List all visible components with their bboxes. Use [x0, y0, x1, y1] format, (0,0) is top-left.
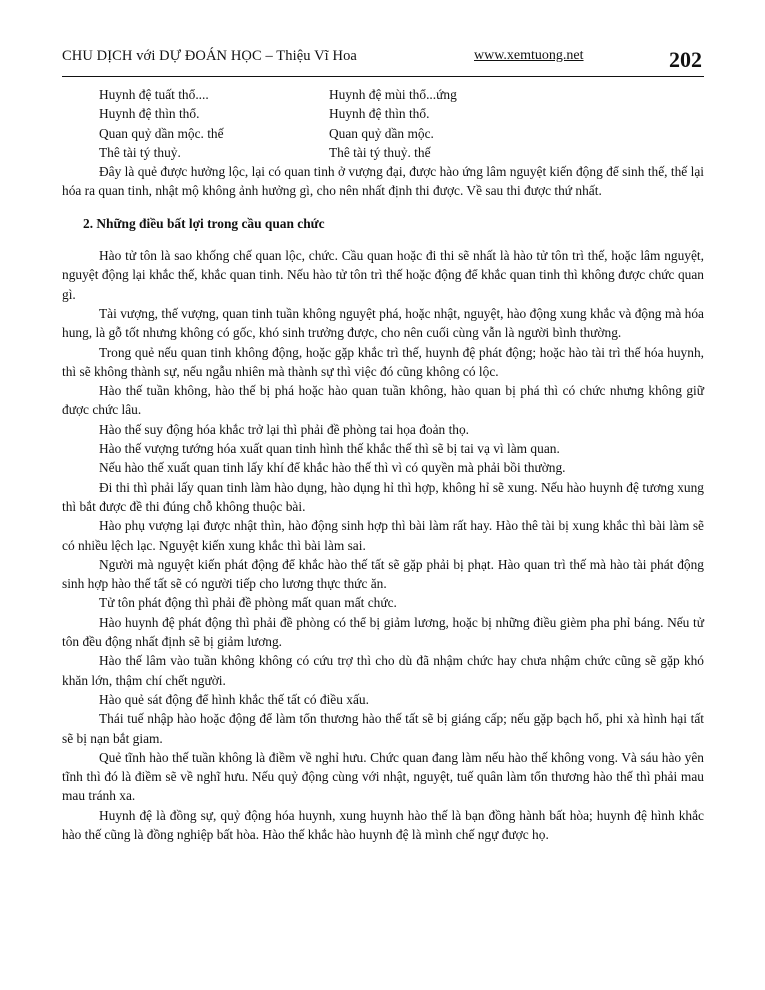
hexagram-row [62, 124, 704, 143]
hexagram-line-left: Huynh đệ thìn thổ. [99, 106, 200, 122]
paragraph: Tài vượng, thế vượng, quan tinh tuần không nguyệt phá, hoặc nhật, nguyệt, hào động xung khắc và động mà hóa hung, là gỗ tốt nhưng không có gốc, khó sinh trưởng được, cho nên cuối cùng vẫn là người bình thường. [62, 305, 704, 341]
paragraph: Đi thi thì phải lấy quan tinh làm hào dụng, hào dụng hỉ thì hợp, không hỉ sẽ xung. Nếu hào huynh đệ tương xung thì bắt được đề thi đúng chỗ không thuộc bài. [62, 479, 704, 514]
paragraph: Nếu hào thế xuất quan tinh lấy khí để khắc hào thế thì vì có quyền mà phải bồi thường. [99, 460, 566, 476]
page-body [62, 85, 704, 844]
paragraph: Hào thế suy động hóa khắc trở lại thì phải đề phòng tai họa đoản thọ. [99, 421, 470, 437]
page-number: 202 [669, 47, 702, 72]
hexagram-row [62, 104, 704, 123]
paragraph: Thái tuế nhập hào hoặc động để làm tổn thương hào thế tất sẽ bị giáng cấp; nếu gặp bạch hổ, phi xà hình hại tất sẽ bị nạn bắt giam. [62, 711, 704, 746]
paragraph: Trong quẻ nếu quan tinh không động, hoặc gặp khắc trì thế, huynh đệ phát động; hoặc hào tài trì thế hóa huynh, thì sẽ không thành sự, nếu ngẫu nhiên mà thành sự thì việc đó cũng không có lộc. [62, 344, 704, 379]
hexagram-row [62, 85, 704, 104]
paragraph: Tử tôn phát động thì phải đề phòng mất quan mất chức. [99, 595, 397, 611]
book-title: CHU DỊCH với DỰ ĐOÁN HỌC – Thiệu Vĩ Hoa [62, 48, 357, 64]
paragraph: Hào phụ vượng lại được nhật thìn, hào động sinh hợp thì bài làm rất hay. Hào thê tài bị xung khắc thì bài làm sẽ có nhiều lệch lạc. Nguyệt kiến xung khắc thì bài làm sai. [62, 518, 704, 553]
paragraph: Hào quẻ sát động để hình khắc thế tất có điều xấu. [99, 691, 369, 707]
paragraph: Hào thế vượng tướng hóa xuất quan tinh hình thế khắc thế thì sẽ bị tai vạ vì làm quan. [99, 441, 560, 457]
paragraph: Hào huynh đệ phát động thì phải đề phòng có thể bị giảm lương, hoặc bị những điều gièm pha phỉ báng. Nếu tử tôn đều động nhất định sẽ bị giảm lương. [62, 614, 704, 650]
hexagram-table [62, 85, 704, 162]
paragraph: Đây là quẻ được hưởng lộc, lại có quan tinh ở vượng đại, được hào ứng lâm nguyệt kiến động để sinh thế, thế lại hóa ra quan tinh, nhật mộ không ảnh hưởng gì, cho nên nhất định thi được. Về sau thi được thứ nhất. [62, 164, 704, 199]
website-link[interactable]: www.xemtuong.net [474, 48, 584, 63]
page-header [62, 48, 704, 77]
hexagram-line-left: Huynh đệ tuất thổ.... [99, 87, 209, 102]
paragraph: Huynh đệ là đồng sự, quỷ động hóa huynh, xung huynh hào thế là bạn đồng hành bất hòa; huynh đệ hình khắc hào thế cũng là đồng nghiệp bất hòa. Hào thế khắc hào huynh đệ là mình chế ngự được họ. [62, 807, 704, 842]
hexagram-line-right: Thê tài tý thuỷ. thế [329, 144, 431, 160]
hexagram-line-right: Huynh đệ mùi thổ...ứng [329, 87, 457, 102]
hexagram-line-right: Quan quỷ dần mộc. [329, 125, 434, 141]
paragraph: Hào tử tôn là sao khống chế quan lộc, chức. Cầu quan hoặc đi thi sẽ nhất là hào tử tôn trì thế, hoặc lâm nguyệt, nguyệt động lại khắc thế, khắc quan tinh. Nếu hào tử tôn trì thế hoặc động để khắc quan tinh thì không được chức quan gì. [62, 248, 704, 302]
paragraph: Quẻ tĩnh hào thế tuần không là điềm về nghỉ hưu. Chức quan đang làm nếu hào thế không vong. Và sáu hào yên tĩnh thì đó là điềm sẽ về nghĩ hưu. Nếu quỷ động cùng với nhật, nguyệt, tuế quân làm tổn thương hào thế thì phải mau mau tránh xa. [62, 749, 704, 804]
hexagram-line-left: Thê tài tý thuỷ. [99, 144, 181, 160]
hexagram-line-left: Quan quỷ dần mộc. thế [99, 125, 224, 141]
paragraph: Hào thế lâm vào tuần không không có cứu trợ thì cho dù đã nhậm chức hay chưa nhậm chức cũng sẽ gặp khó khăn lớn, thậm chí chết người. [62, 653, 704, 688]
paragraph: Người mà nguyệt kiến phát động để khắc hào thế tất sẽ gặp phải bị phạt. Hào quan trì thế mà hào tài phát động sinh hợp hào thế tất sẽ có người tiếp cho lương thực thức ăn. [62, 556, 704, 592]
paragraph: Hào thế tuần không, hào thế bị phá hoặc hào quan tuần không, hào quan bị phá thì có chức nhưng không giữ được chức lâu. [62, 383, 704, 418]
hexagram-line-right: Huynh đệ thìn thổ. [329, 106, 430, 122]
hexagram-row [62, 143, 704, 162]
section-heading: 2. Những điều bất lợi trong cầu quan chức [83, 215, 325, 231]
